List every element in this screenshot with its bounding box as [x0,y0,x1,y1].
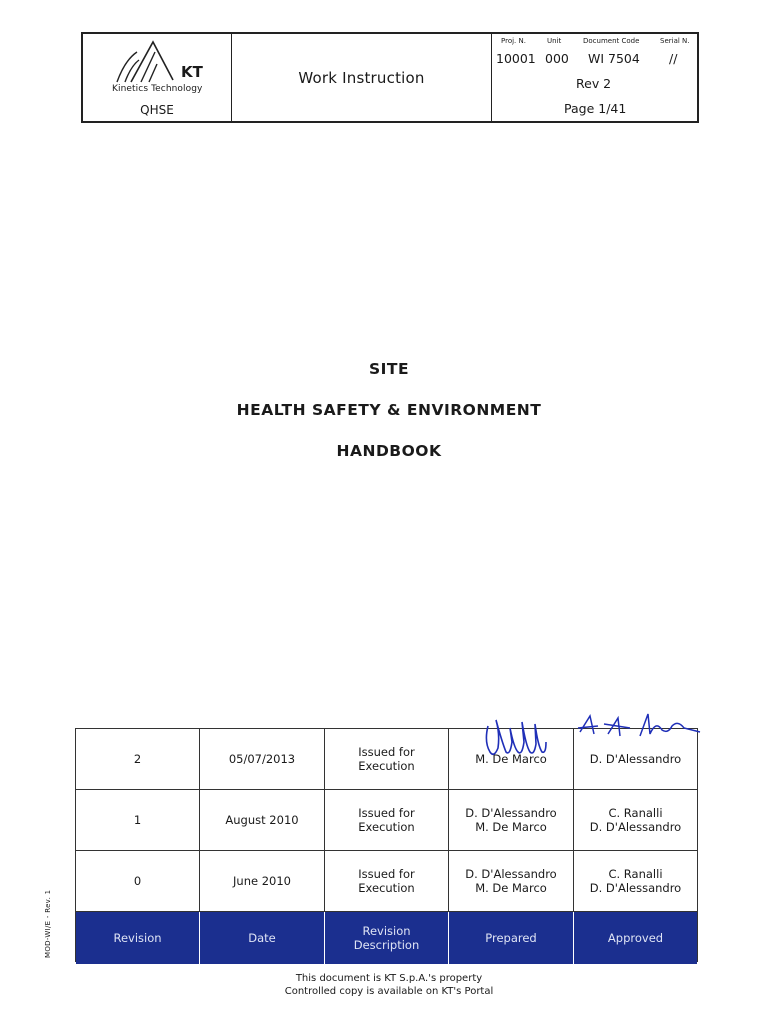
title-line-1: SITE [368,360,410,378]
prepared-name: D. D'Alessandro [465,806,557,820]
serial-n-label: Serial N. [660,37,690,45]
title-line-2: HEALTH SAFETY & ENVIRONMENT [236,401,542,419]
header-date: Date [200,912,325,964]
date-cell: 05/07/2013 [200,729,325,789]
prepared-cell [449,790,574,850]
page-number: Page 1/41 [564,101,627,116]
description-cell [325,851,449,911]
header-approved: Approved [607,931,664,945]
date-cell: August 2010 [200,790,325,850]
header-prepared: Prepared [449,912,574,964]
document-type-label: Work Instruction [298,68,425,87]
description-text: Issued for Execution [358,745,415,773]
description-text: Issued for Execution [358,806,415,834]
footer-line-1: This document is KT S.p.A.'s property [295,973,483,984]
approved-name: C. Ranalli [608,867,663,881]
prepared-name: M. De Marco [475,820,547,834]
approved-name: D. D'Alessandro [589,820,682,834]
prepared-name: M. De Marco [475,881,547,895]
form-code: MOD-WI/E - Rev. 1 [44,889,52,958]
revision-table-header [76,912,697,964]
approved-cell [574,851,697,911]
proj-n-label: Proj. N. [501,37,526,45]
document-info-cell [492,34,697,121]
header-description [325,912,449,964]
approved-name: D. D'Alessandro [589,881,682,895]
approved-name: D. D'Alessandro [589,752,682,766]
prepared-cell [449,851,574,911]
footer-line-2: Controlled copy is available on KT's Portal [284,986,494,997]
header-revision: Revision [76,912,200,964]
prepared-cell [449,729,574,789]
proj-n-value: 10001 [496,51,536,66]
document-type [232,34,492,121]
approved-cell [574,729,697,789]
document-code-label: Document Code [583,37,640,45]
revision-cell: 2 [76,729,200,789]
description-cell [325,790,449,850]
title-line-3: HANDBOOK [336,442,442,460]
revision-cell: 0 [76,851,200,911]
table-row [76,729,697,790]
table-row [76,790,697,851]
approved-name: C. Ranalli [608,806,663,820]
date-cell: June 2010 [200,851,325,911]
logo-wordmark: KT [181,63,203,81]
unit-value: 000 [545,51,569,66]
unit-label: Unit [547,37,562,45]
revision-cell: 1 [76,790,200,850]
prepared-name: M. De Marco [475,752,547,766]
company-logo-cell [83,34,232,121]
revision-table [75,728,698,962]
revision-number: Rev 2 [576,76,612,91]
header-description-text: Revision Description [353,924,420,952]
company-name: Kinetics Technology [112,84,203,94]
serial-n-value: // [669,51,678,66]
approved-cell [574,790,697,850]
description-text: Issued for Execution [358,867,415,895]
kt-logo-icon [111,38,181,84]
document-header [81,32,699,123]
document-code-value: WI 7504 [588,51,640,66]
prepared-name: D. D'Alessandro [465,867,557,881]
description-cell [325,729,449,789]
table-row [76,851,697,912]
department-label: QHSE [140,103,174,117]
